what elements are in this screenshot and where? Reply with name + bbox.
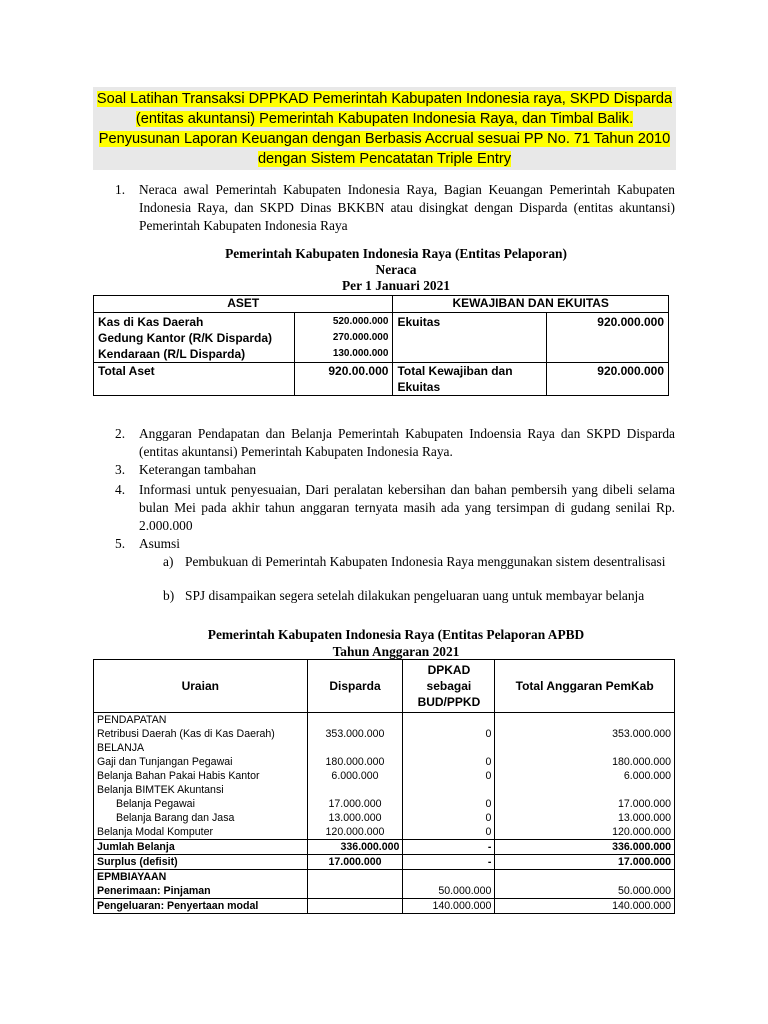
cell-uraian: Penerimaan: Pinjaman [94, 884, 308, 899]
cell-disparda [307, 870, 403, 885]
cell-disparda [307, 884, 403, 899]
cell-uraian: Belanja Barang dan Jasa [94, 811, 308, 825]
aset-value: 520.000.000 [332, 316, 389, 327]
column-header-aset: ASET [94, 296, 393, 313]
item-text: Keterangan tambahan [139, 462, 257, 477]
column-header-kewajiban: KEWAJIBAN DAN EKUITAS [393, 296, 669, 313]
item-text: Informasi untuk penyesuaian, Dari peralatan kebersihan dan bahan pembersih yang dibeli selama bulan Mei pada akhir tahun anggaran ternyata masih ada yang tersimpan di gudang senilai Rp. 2.000.000 [139, 482, 675, 533]
cell-uraian: Retribusi Daerah (Kas di Kas Daerah) [94, 727, 308, 741]
cell-disparda: 120.000.000 [307, 825, 403, 840]
cell-uraian: Pengeluaran: Penyertaan modal [94, 899, 308, 914]
cell-dpkad: 50.000.000 [403, 884, 495, 899]
ekuitas-label: Ekuitas [393, 313, 547, 363]
item-text: Asumsi [139, 536, 180, 551]
table-header-row [94, 660, 675, 713]
cell-total: 120.000.000 [495, 825, 675, 840]
table-row [94, 313, 669, 363]
cell-total [495, 870, 675, 885]
table-row [94, 870, 675, 885]
cell-total: 50.000.000 [495, 884, 675, 899]
total-kewajiban-value: 920.000.000 [547, 363, 669, 396]
cell-disparda: 17.000.000 [307, 855, 403, 870]
aset-label: Kendaraan (R/L Disparda) [98, 347, 246, 361]
table-row [94, 825, 675, 840]
cell-uraian: Belanja BIMTEK Akuntansi [94, 783, 308, 797]
cell-dpkad: 0 [403, 797, 495, 811]
cell-dpkad [403, 870, 495, 885]
table-row [94, 797, 675, 811]
cell-disparda: 353.000.000 [307, 727, 403, 741]
cell-uraian: EPMBIAYAAN [94, 870, 308, 885]
cell-total: 140.000.000 [495, 899, 675, 914]
column-header-dpkad: DPKAD sebagai BUD/PPKD [403, 660, 495, 713]
table-row [94, 363, 669, 396]
cell-uraian: Belanja Modal Komputer [94, 825, 308, 840]
column-header-disparda: Disparda [307, 660, 403, 713]
apbd-heading-year: Tahun Anggaran 2021 [332, 644, 460, 659]
cell-uraian: BELANJA [94, 741, 308, 755]
table-row [94, 755, 675, 769]
apbd-heading-entity: Pemerintah Kabupaten Indonesia Raya (Entitas Pelaporan APBD [207, 627, 585, 642]
table-row [94, 769, 675, 783]
cell-total: 6.000.000 [495, 769, 675, 783]
cell-dpkad: 140.000.000 [403, 899, 495, 914]
cell-dpkad [403, 741, 495, 755]
neraca-heading-title: Neraca [375, 262, 417, 277]
item-text: Anggaran Pendapatan dan Belanja Pemerintah Kabupaten Indoensia Raya dan SKPD Disparda (entitas akuntansi) Pemerintah Kabupaten Indonesia Raya. [139, 426, 675, 459]
item-number: 4. [115, 482, 126, 497]
cell-dpkad [403, 713, 495, 728]
cell-disparda: 180.000.000 [307, 755, 403, 769]
aset-labels-cell [94, 313, 295, 363]
cell-disparda [307, 899, 403, 914]
column-header-uraian: Uraian [94, 660, 308, 713]
table-row [94, 899, 675, 914]
item-number: 2. [115, 426, 126, 441]
cell-total [495, 741, 675, 755]
item-number: 1. [115, 182, 126, 197]
cell-dpkad: 0 [403, 811, 495, 825]
item-text: Neraca awal Pemerintah Kabupaten Indonesia Raya, Bagian Keuangan Pemerintah Kabupaten Indonesia Raya, dan SKPD Dinas BKKBN atau disingkat dengan Disparda (entitas akuntansi) Pemerintah Kabupaten Indonesia Raya [139, 182, 675, 233]
sub-item-letter: b) [163, 588, 175, 603]
cell-total: 17.000.000 [495, 855, 675, 870]
item-number: 3. [115, 462, 126, 477]
cell-disparda: 336.000.000 [307, 840, 403, 855]
total-aset-value: 920.00.000 [294, 363, 393, 396]
table-row [94, 840, 675, 855]
cell-total: 180.000.000 [495, 755, 675, 769]
aset-value: 270.000.000 [332, 332, 389, 343]
cell-disparda [307, 783, 403, 797]
cell-total [495, 713, 675, 728]
cell-total: 353.000.000 [495, 727, 675, 741]
cell-dpkad: - [403, 855, 495, 870]
sub-item-text: Pembukuan di Pemerintah Kabupaten Indonesia Raya menggunakan sistem desentralisasi [185, 554, 666, 569]
apbd-table [93, 659, 675, 914]
table-row [94, 727, 675, 741]
table-row [94, 783, 675, 797]
cell-total [495, 783, 675, 797]
neraca-heading-date: Per 1 Januari 2021 [342, 278, 450, 293]
cell-uraian: Gaji dan Tunjangan Pegawai [94, 755, 308, 769]
cell-disparda [307, 741, 403, 755]
cell-dpkad: 0 [403, 825, 495, 840]
cell-disparda: 6.000.000 [307, 769, 403, 783]
total-aset-label: Total Aset [94, 363, 295, 396]
cell-dpkad [403, 783, 495, 797]
cell-dpkad: 0 [403, 727, 495, 741]
cell-dpkad: - [403, 840, 495, 855]
neraca-heading-entity: Pemerintah Kabupaten Indonesia Raya (Entitas Pelaporan) [225, 246, 567, 261]
cell-total: 17.000.000 [495, 797, 675, 811]
cell-uraian: Jumlah Belanja [94, 840, 308, 855]
neraca-table [93, 295, 669, 396]
table-row [94, 811, 675, 825]
cell-disparda: 13.000.000 [307, 811, 403, 825]
item-number: 5. [115, 536, 126, 551]
table-header-row [94, 296, 669, 313]
aset-label: Gedung Kantor (R/K Disparda) [98, 331, 273, 345]
ekuitas-value: 920.000.000 [547, 313, 669, 363]
sub-item-letter: a) [163, 554, 174, 569]
cell-total: 336.000.000 [495, 840, 675, 855]
cell-dpkad: 0 [403, 769, 495, 783]
cell-total: 13.000.000 [495, 811, 675, 825]
cell-dpkad: 0 [403, 755, 495, 769]
page-title: Soal Latihan Transaksi DPPKAD Pemerintah Kabupaten Indonesia raya, SKPD Disparda (entitas akuntansi) Pemerintah Kabupaten Indonesia Raya, dan Timbal Balik. Penyusunan Laporan Keuangan dengan Berbasis Accrual sesuai PP No. 71 Tahun 2010 dengan Sistem Pencatatan Triple Entry [96, 91, 673, 167]
table-row [94, 741, 675, 755]
aset-label: Kas di Kas Daerah [98, 315, 204, 329]
aset-value: 130.000.000 [332, 348, 389, 359]
table-row [94, 884, 675, 899]
column-header-total: Total Anggaran PemKab [495, 660, 675, 713]
table-row [94, 855, 675, 870]
cell-uraian: Surplus (defisit) [94, 855, 308, 870]
sub-item-text: SPJ disampaikan segera setelah dilakukan pengeluaran uang untuk membayar belanja [185, 588, 645, 603]
cell-uraian: Belanja Bahan Pakai Habis Kantor [94, 769, 308, 783]
aset-values-cell [294, 313, 393, 363]
cell-uraian: Belanja Pegawai [94, 797, 308, 811]
cell-uraian: PENDAPATAN [94, 713, 308, 728]
cell-disparda: 17.000.000 [307, 797, 403, 811]
total-kewajiban-label: Total Kewajiban dan Ekuitas [393, 363, 547, 396]
table-row [94, 713, 675, 728]
cell-disparda [307, 713, 403, 728]
